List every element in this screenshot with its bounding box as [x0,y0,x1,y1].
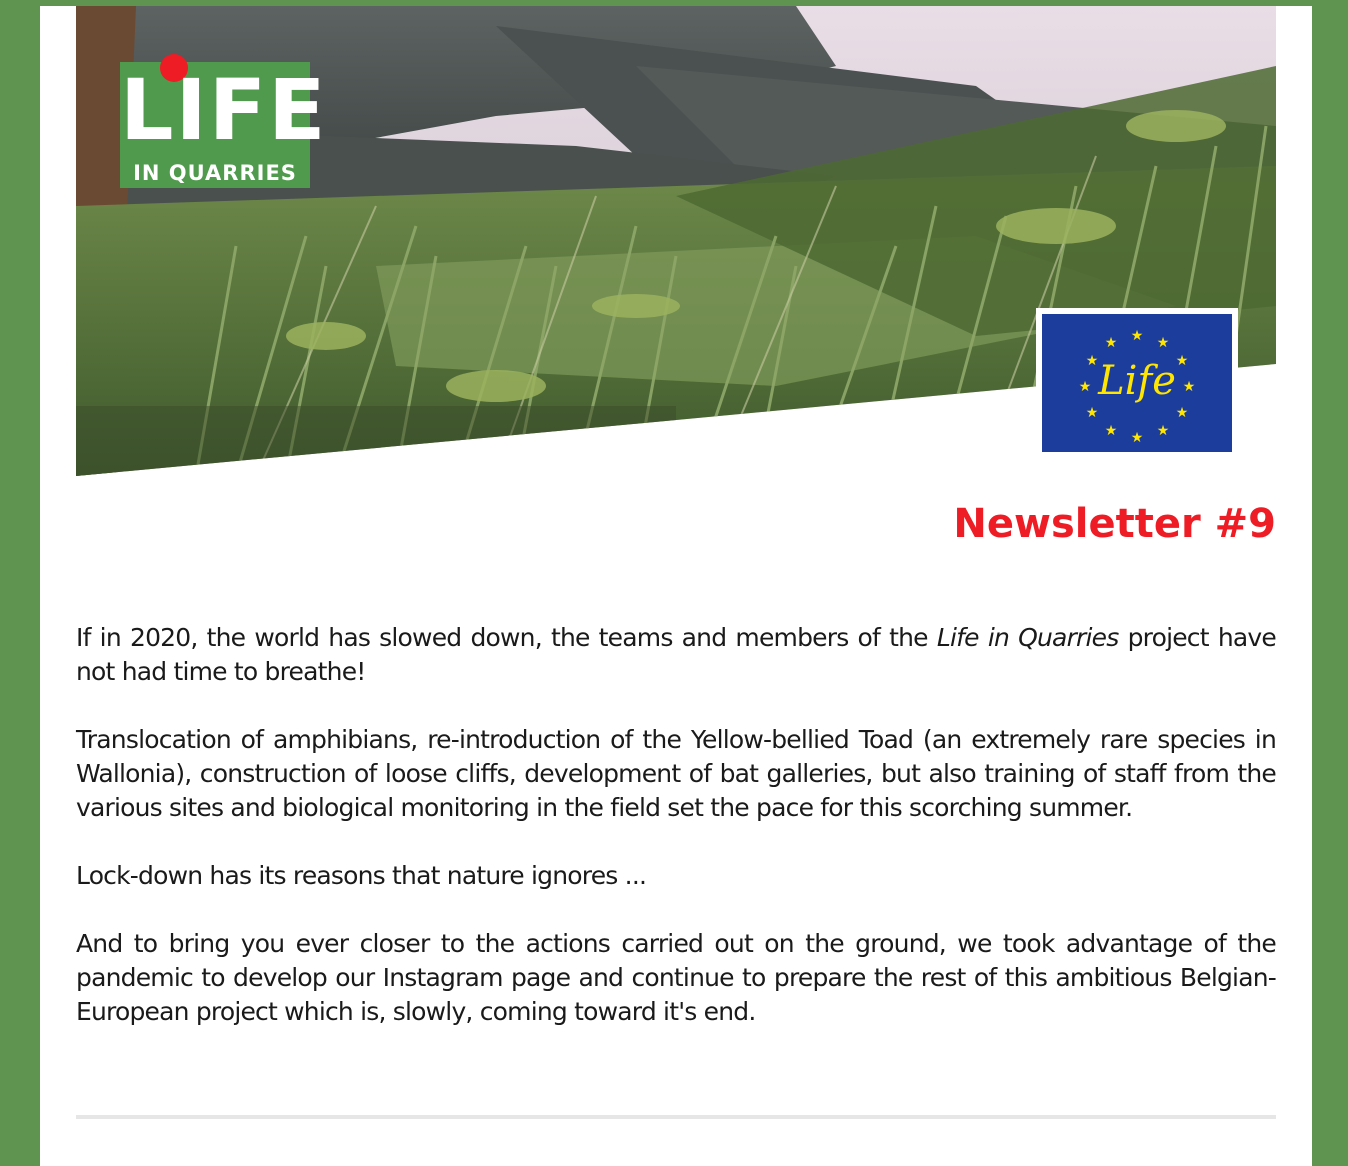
newsletter-body [76,621,1276,1063]
project-name: Life in Quarries [936,623,1119,652]
svg-text:★: ★ [1085,405,1099,421]
paragraph-lockdown: Lock-down has its reasons that nature ignores ... [76,861,647,890]
paragraph-intro [76,621,1276,689]
eu-flag [1042,314,1232,452]
header-banner-image [76,6,1276,476]
paragraph-activities: Translocation of amphibians, re-introduction of the Yellow-bellied Toad (an extremely rare species in Wallonia), construction of loose cliffs, development of bat galleries, but also training of staff from the various sites and biological monitoring in the field set the pace for this scorching summer. [76,725,1276,822]
svg-text:★: ★ [1104,335,1118,351]
svg-text:★: ★ [1085,353,1099,369]
svg-text:★: ★ [1130,328,1144,344]
intro-text-start: If in 2020, the world has slowed down, the teams and members of the [76,623,937,652]
svg-text:★: ★ [1078,379,1092,395]
svg-text:★: ★ [1175,353,1189,369]
newsletter-sheet [40,6,1312,1166]
logo-main-text: LIFE [120,61,328,159]
svg-text:★: ★ [1104,423,1118,439]
svg-text:★: ★ [1156,423,1170,439]
svg-text:★: ★ [1175,405,1189,421]
section-divider [76,1115,1276,1119]
newsletter-title: Newsletter #9 [953,501,1276,547]
paragraph-instagram: And to bring you ever closer to the actions carried out on the ground, we took advantage of the pandemic to develop our Instagram page and continue to prepare the rest of this ambitious Belgian-European project which is, slowly, coming toward it's end. [76,929,1276,1026]
svg-text:★: ★ [1182,379,1196,395]
intro-text-end: project have not had time to breathe! [76,623,1276,686]
life-in-quarries-logo [120,54,328,188]
eu-life-logo [1036,308,1238,458]
svg-text:★: ★ [1130,430,1144,446]
eu-life-text: Life [1098,358,1176,404]
logo-sub-text: IN QUARRIES [133,161,297,185]
svg-text:★: ★ [1156,335,1170,351]
